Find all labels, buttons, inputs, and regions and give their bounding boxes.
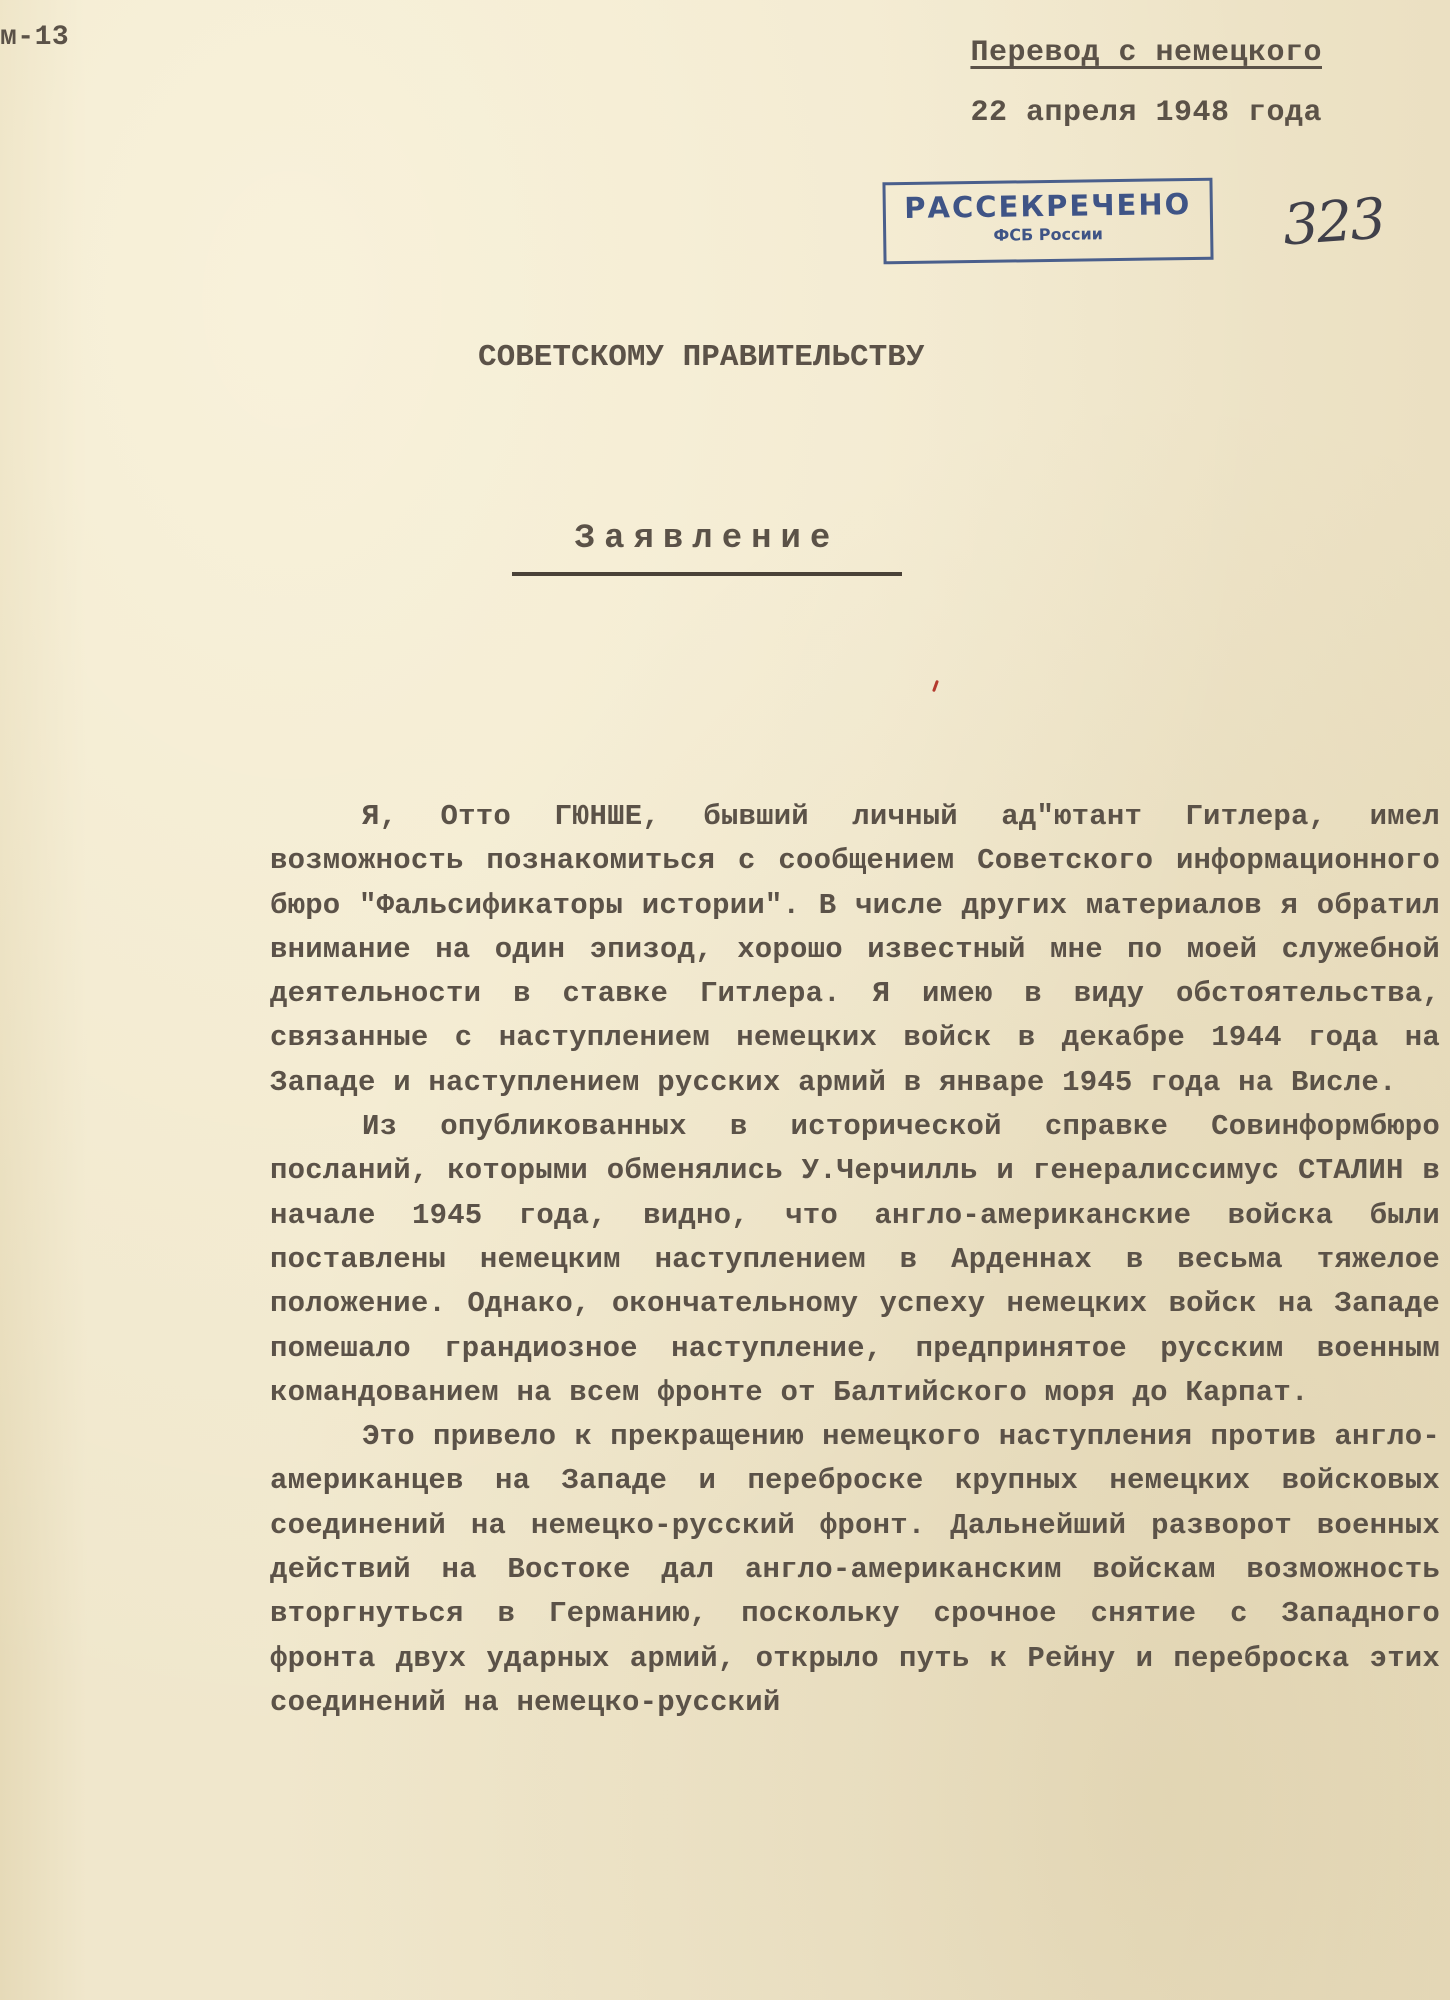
stamp-title: РАССЕКРЕЧЕНО (904, 186, 1192, 226)
declassified-stamp (882, 178, 1213, 265)
letter-date: 22 апреля 1948 года (970, 96, 1322, 130)
document-title: Заявление (512, 520, 902, 576)
page-reference: м-13 (0, 22, 70, 53)
body-text (270, 795, 1440, 1725)
paragraph-1: Я, Отто ГЮНШЕ, бывший личный ад"ютант Гитлера, имел возможность познакомиться с сообщением Советского информационного бюро "Фальсификаторы истории". В числе других материалов я обратил внимание на один эпизод, хорошо известный мне по моей служебной деятельности в ставке Гитлера. Я имею в виду обстоятельства, связанные с наступлением немецких войск в декабре 1944 года на Западе и наступлением русских армий в январе 1945 года на Висле. (270, 800, 1440, 1099)
stamp-subtitle: ФСБ России (993, 224, 1104, 245)
red-pencil-mark (932, 680, 939, 692)
addressee: СОВЕТСКОМУ ПРАВИТЕЛЬСТВУ (478, 340, 925, 375)
paragraph-3: Это привело к прекращению немецкого наступления против англо-американцев на Западе и переброске крупных немецких войсковых соединений на немецко-русский фронт. Дальнейший разворот военных действий на Востоке дал англо-американским войскам возможность вторгнуться в Германию, поскольку срочное снятие с Западного фронта двух ударных армий, открыло путь к Рейну и переброска этих соединений на немецко-русский (270, 1420, 1440, 1719)
paragraph-2: Из опубликованных в исторической справке Совинформбюро посланий, которыми обменялись У.Черчилль и генералиссимус СТАЛИН в начале 1945 года, видно, что англо-американские войска были поставлены немецким наступлением в Арденнах в весьма тяжелое положение. Однако, окончательному успеху немецких войск на Западе помешало грандиозное наступление, предпринятое русским военным командованием на всем фронте от Балтийского моря до Карпат. (270, 1110, 1440, 1409)
translation-note: Перевод с немецкого (970, 36, 1322, 70)
handwritten-page-number: 323 (1280, 186, 1387, 259)
